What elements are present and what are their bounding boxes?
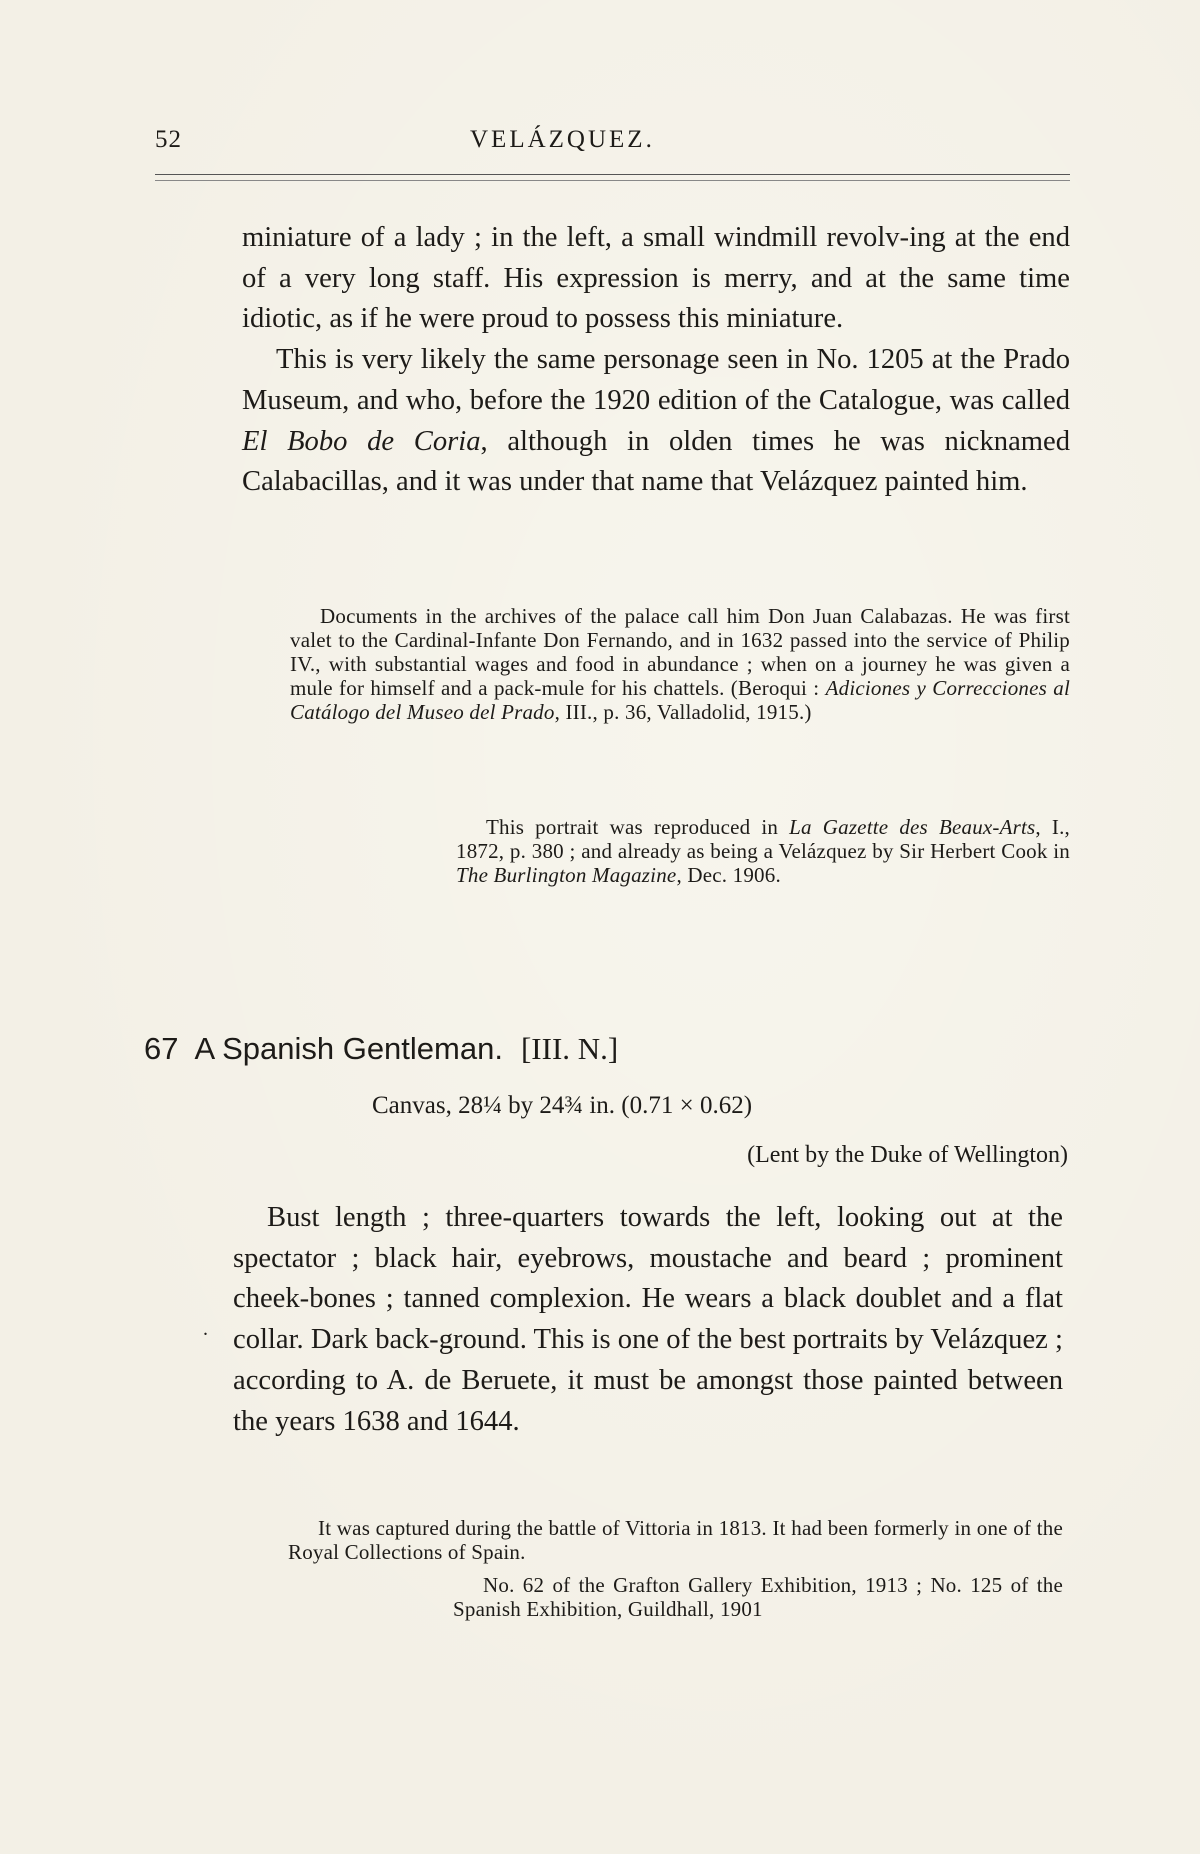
burlington-title: The Burlington Magazine bbox=[456, 863, 677, 887]
exhibition-note bbox=[453, 1573, 1063, 1621]
entry-number: 67 bbox=[144, 1031, 179, 1066]
reproduction-note-before: This portrait was reproduced in bbox=[486, 815, 790, 839]
header-rule-secondary bbox=[155, 180, 1070, 181]
provenance-note bbox=[288, 1516, 1063, 1564]
archive-note-before: Documents in the archives of the palace call him Don Juan Calabazas. He was first valet to the Cardinal-Infante Don Fernando, and in 1632 passed into the service of Philip IV., with substantial wages and food in abundance ; when on a journey he was given a mule for himself and a pack-mule for his chattels. (Beroqui : bbox=[290, 604, 1070, 700]
entry-medium-dimensions: Canvas, 28¼ by 24¾ in. (0.71 × 0.62) bbox=[372, 1092, 753, 1119]
entry-title: A Spanish Gentleman. bbox=[194, 1031, 503, 1066]
header-rule bbox=[155, 174, 1070, 175]
paragraph-2-after: , although in olden times he was nicknamed Calabacillas, and it was under that name that Velázquez painted him. bbox=[242, 425, 1070, 498]
continued-paragraph-1: miniature of a lady ; in the left, a small windmill revolv-ing at the end of a very long staff. His expression is merry, and at the same time idiotic, as if he were proud to possess this miniature. bbox=[242, 222, 1070, 335]
margin-mark: . bbox=[203, 1318, 208, 1340]
gazette-title: La Gazette des Beaux-Arts bbox=[789, 815, 1036, 839]
paragraph-2-before: This is very likely the same personage seen in No. 1205 at the Prado Museum, and who, before the 1920 edition of the Catalogue, was called bbox=[242, 344, 1070, 416]
entry-heading bbox=[144, 1031, 618, 1067]
archive-note-after: , III., p. 36, Valladolid, 1915.) bbox=[554, 700, 812, 724]
reproduction-note-after: , Dec. 1906. bbox=[676, 863, 781, 887]
entry-description bbox=[233, 1198, 1063, 1442]
entry-room: [III. N.] bbox=[520, 1031, 619, 1066]
reproduction-note bbox=[456, 815, 1070, 887]
page-number: 52 bbox=[155, 126, 182, 153]
archive-note bbox=[290, 604, 1070, 724]
provenance-note-text: It was captured during the battle of Vittoria in 1813. It had been formerly in one of the Royal Collections of Spain. bbox=[288, 1516, 1063, 1564]
exhibition-note-text: No. 62 of the Grafton Gallery Exhibition, 1913 ; No. 125 of the Spanish Exhibition, Guildhall, 1901 bbox=[453, 1573, 1063, 1621]
archive-note-text bbox=[290, 604, 1070, 724]
continued-entry-text bbox=[242, 218, 1070, 503]
entry-lender: (Lent by the Duke of Wellington) bbox=[747, 1142, 1068, 1168]
beroqui-book-title: Adiciones y Correcciones al Catálogo del Museo del Prado bbox=[290, 676, 1071, 724]
reproduction-note-text bbox=[456, 815, 1070, 887]
running-title: VELÁZQUEZ. bbox=[470, 126, 655, 153]
painting-title-el-bobo-de-coria: El Bobo de Coria bbox=[242, 425, 481, 457]
entry-description-text: Bust length ; three-quarters towards the left, looking out at the spectator ; black hair, eyebrows, moustache and beard ; prominent cheek-bones ; tanned complexion. He wears a black doublet and a flat collar. Dark back-ground. This is one of the best portraits by Velázquez ; according to A. de Beruete, it must be amongst those painted between the years 1638 and 1644. bbox=[233, 1202, 1063, 1437]
continued-paragraph-2 bbox=[242, 340, 1070, 503]
reproduction-note-middle: , I., 1872, p. 380 ; and already as being a Velázquez by Sir Herbert Cook in bbox=[456, 815, 1070, 863]
